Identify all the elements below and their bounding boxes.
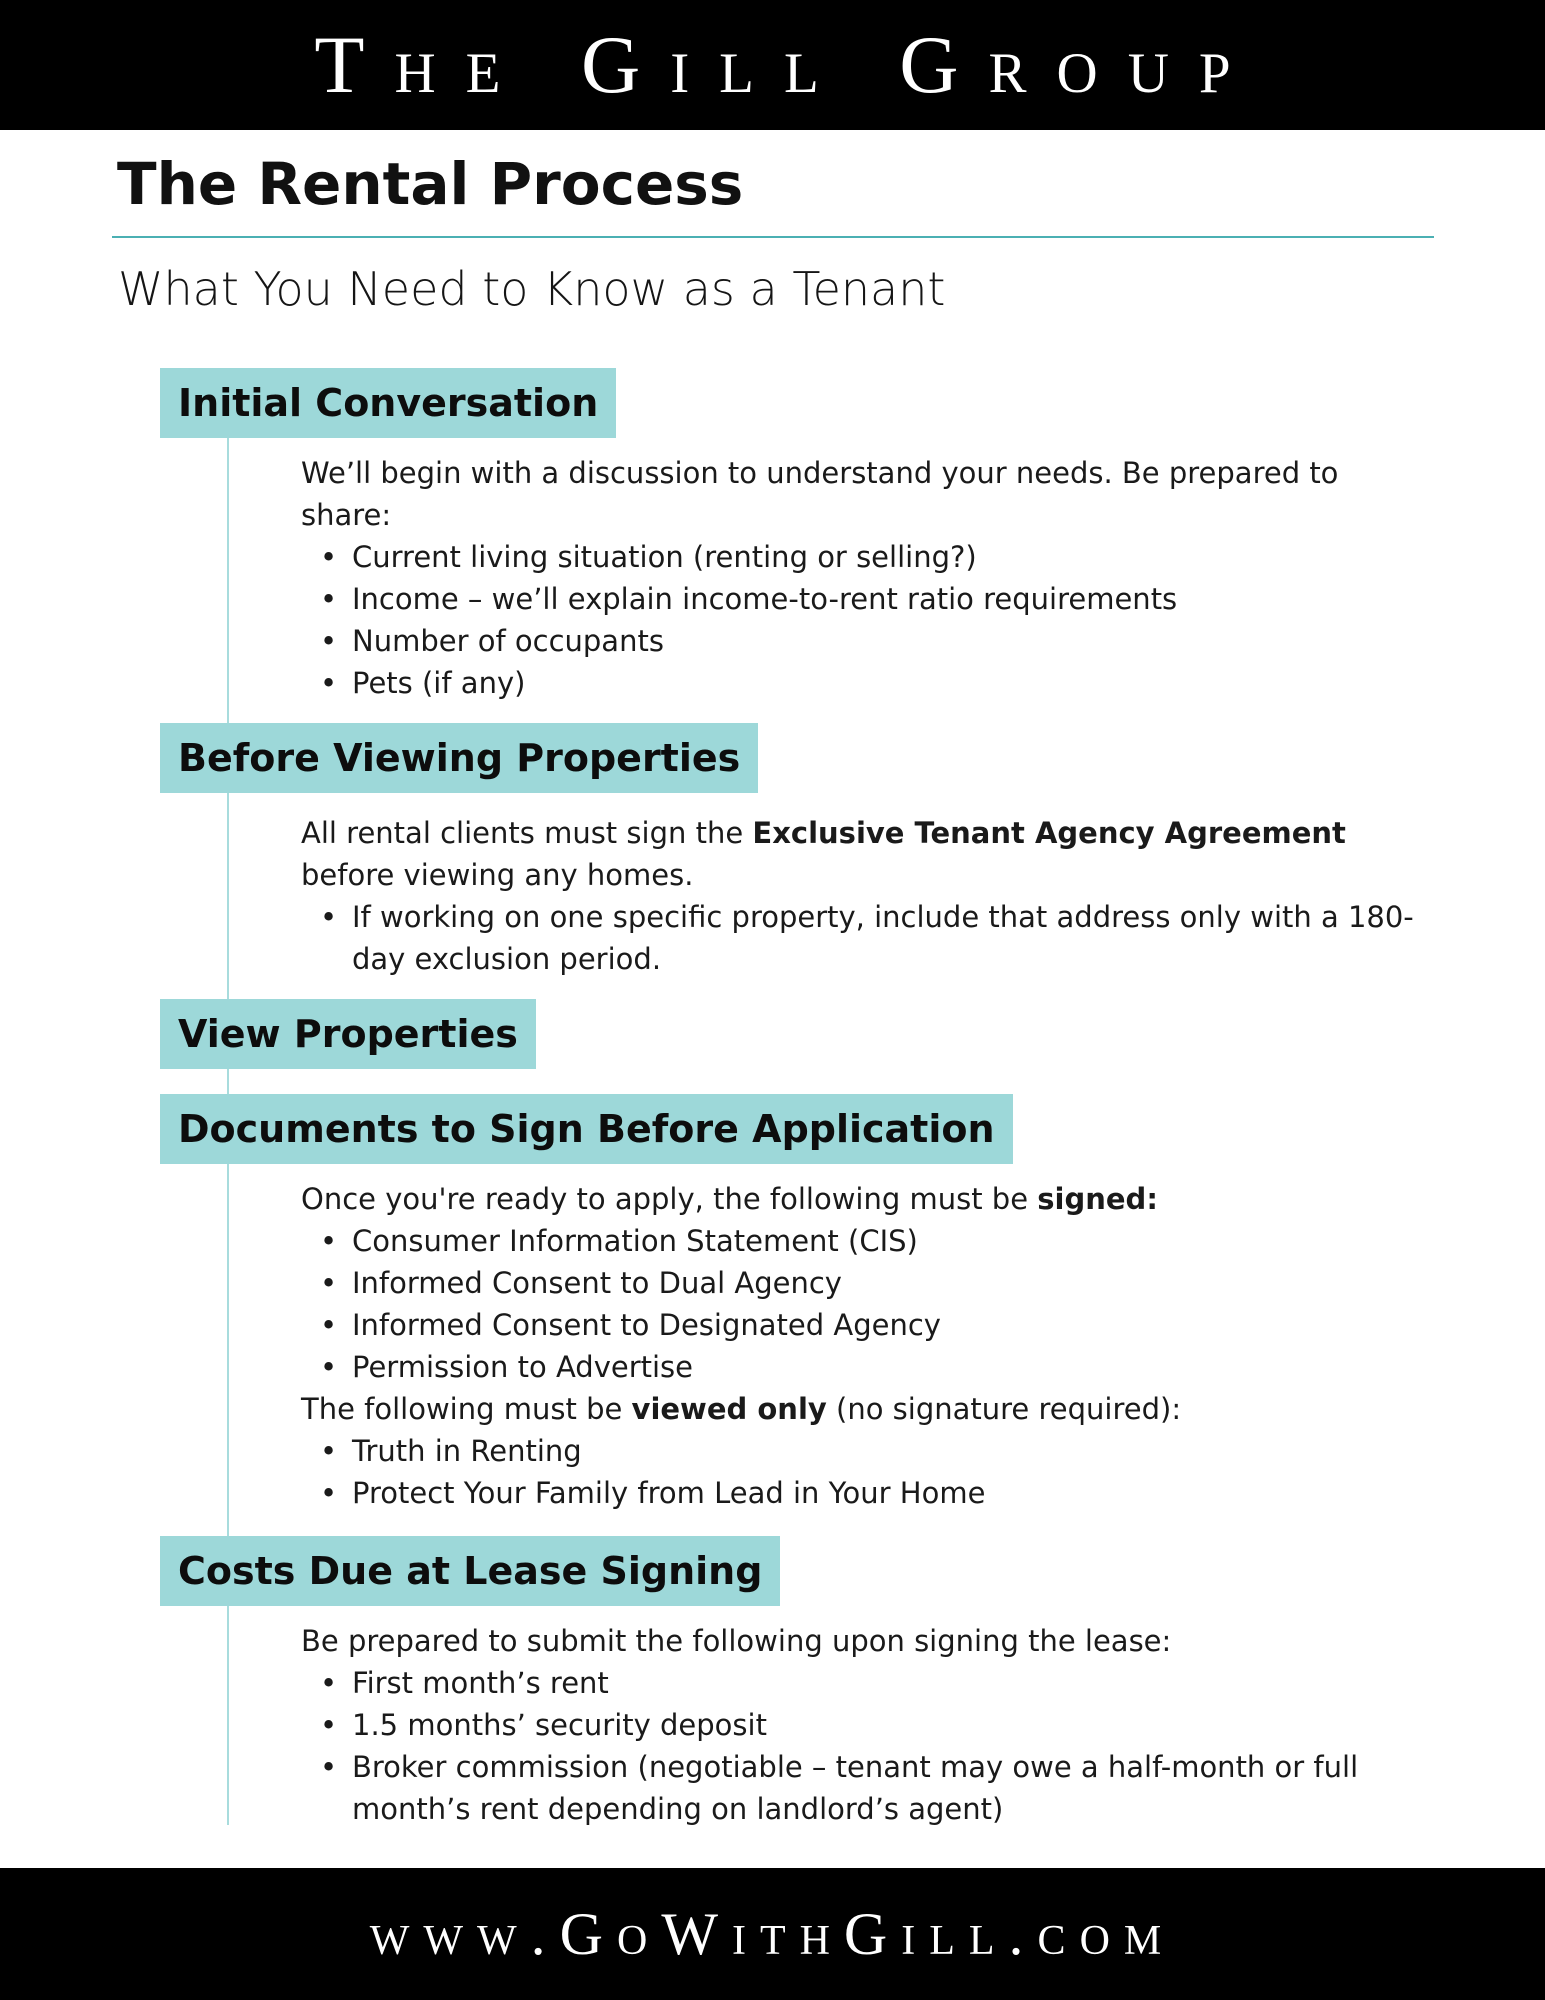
section-intro [301, 812, 1421, 896]
emphasis-text: viewed only [631, 1392, 827, 1426]
list-item: • Protect Your Family from Lead in Your Home [352, 1472, 1421, 1514]
intro-text: (no signature required): [826, 1392, 1182, 1426]
section-intro [301, 1178, 1421, 1220]
list-item: • Informed Consent to Dual Agency [352, 1262, 1421, 1304]
agreement-name: Exclusive Tenant Agency Agreement [752, 816, 1346, 850]
bullet-list [301, 1662, 1421, 1830]
list-item: • If working on one specific property, include that address only with a 180-day exclusion period. [352, 896, 1421, 980]
bullet-list [301, 1220, 1421, 1388]
website-link[interactable]: www.GoWithGill.com [369, 1900, 1176, 1967]
emphasis-text: signed: [1037, 1182, 1158, 1216]
section-heading-view-properties: View Properties [160, 999, 536, 1069]
brand-banner [0, 0, 1545, 130]
list-item: • Current living situation (renting or selling?) [352, 536, 1421, 578]
section-heading-documents: Documents to Sign Before Application [160, 1094, 1013, 1164]
intro-text: Once you're ready to apply, the following must be [301, 1182, 1038, 1216]
section-body-documents [301, 1178, 1421, 1514]
list-item: • Broker commission (negotiable – tenant may owe a half-month or full month’s rent depending on landlord’s agent) [352, 1746, 1421, 1830]
list-item: • Pets (if any) [352, 662, 1421, 704]
bullet-list [301, 536, 1421, 704]
section-body-costs [301, 1620, 1421, 1830]
intro-text: All rental clients must sign the [301, 816, 753, 850]
section-heading-before-viewing: Before Viewing Properties [160, 723, 758, 793]
list-item: • Truth in Renting [352, 1430, 1421, 1472]
intro-text: The following must be [301, 1392, 632, 1426]
section-heading-initial-conversation: Initial Conversation [160, 368, 616, 438]
section-intro: We’ll begin with a discussion to understand your needs. Be prepared to share: [301, 456, 1339, 532]
list-item: • First month’s rent [352, 1662, 1421, 1704]
section-body-initial-conversation [301, 452, 1421, 704]
section-heading-costs: Costs Due at Lease Signing [160, 1536, 780, 1606]
list-item: • Number of occupants [352, 620, 1421, 662]
list-item: • Informed Consent to Designated Agency [352, 1304, 1421, 1346]
section-body-before-viewing [301, 812, 1421, 980]
intro-text: before viewing any homes. [301, 858, 694, 892]
page-title: The Rental Process [117, 150, 744, 218]
section-intro: Be prepared to submit the following upon signing the lease: [301, 1624, 1172, 1658]
list-item: • Income – we’ll explain income-to-rent ratio requirements [352, 578, 1421, 620]
section-secondary-intro [301, 1388, 1421, 1430]
list-item: • Consumer Information Statement (CIS) [352, 1220, 1421, 1262]
title-divider [112, 236, 1434, 238]
brand-name: The Gill Group [314, 19, 1261, 110]
list-item: • 1.5 months’ security deposit [352, 1704, 1421, 1746]
bullet-list [301, 1430, 1421, 1514]
page-subtitle: What You Need to Know as a Tenant [118, 262, 946, 316]
footer-banner [0, 1868, 1545, 2000]
bullet-list [301, 896, 1421, 980]
list-item: • Permission to Advertise [352, 1346, 1421, 1388]
